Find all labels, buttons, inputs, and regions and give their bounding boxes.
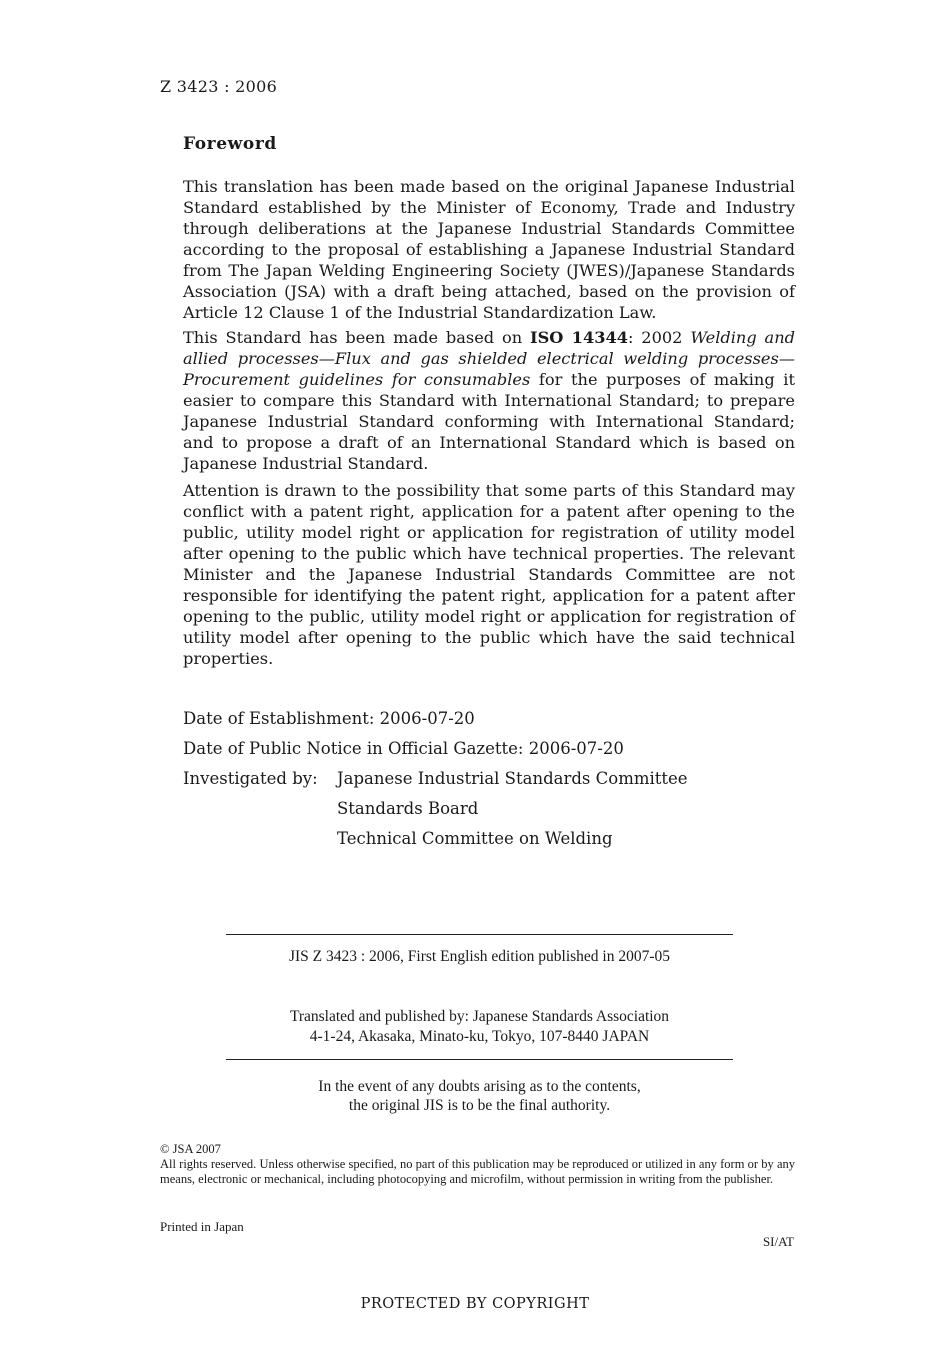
paragraph-text: This translation has been made based on the original Japanese Industrial Standard established by the Minister of Economy, Trade and Industry through deliberations at the Japanese Industrial Standards Committee according to the proposal of establishing a Japanese Industrial Standard from The Japan Welding Engineering Society (JWES)/Japanese Standards Association (JSA) with a draft being attached, based on the provision of Article 12 Clause 1 of the Industrial Standardization Law. <box>183 177 795 322</box>
divider-top <box>226 934 733 935</box>
foreword-paragraph-3 <box>183 480 795 669</box>
date-of-public-notice: Date of Public Notice in Official Gazette: 2006-07-20 <box>183 739 624 758</box>
investigated-by-label: Investigated by: <box>183 769 318 788</box>
paragraph-intro: This Standard has been made based on <box>183 328 530 347</box>
document-code-header: Z 3423 : 2006 <box>160 77 278 96</box>
copyright-footer: PROTECTED BY COPYRIGHT <box>360 1296 590 1312</box>
printed-in: Printed in Japan <box>160 1219 244 1234</box>
si-code: SI/AT <box>762 1234 794 1249</box>
date-of-establishment: Date of Establishment: 2006-07-20 <box>183 709 475 728</box>
rights-statement: All rights reserved. Unless otherwise specified, no part of this publication may be reproduced or utilized in any form or by any means, electronic or mechanical, including photocopying and microfilm, without permission in writing from the publisher. <box>160 1157 795 1186</box>
investigator-3: Technical Committee on Welding <box>337 829 613 848</box>
copyright-notice: © JSA 2007 <box>160 1142 221 1156</box>
foreword-paragraph-2 <box>183 327 795 474</box>
divider-bottom <box>226 1059 733 1060</box>
foreword-heading: Foreword <box>183 134 277 154</box>
paragraph-rest: for the purposes of making it easier to compare this Standard with International Standard; to prepare Japanese Industrial Standard conforming with International Standard; and to propose a draft of an International Standard which is based on Japanese Industrial Standard. <box>183 370 795 473</box>
investigator-1: Japanese Industrial Standards Committee <box>337 769 688 788</box>
paragraph-text <box>183 327 795 474</box>
edition-line: JIS Z 3423 : 2006, First English edition published in 2007-05 <box>288 948 671 965</box>
authority-line-1: In the event of any doubts arising as to the contents, <box>318 1078 641 1095</box>
investigator-2: Standards Board <box>337 799 479 818</box>
paragraph-text: Attention is drawn to the possibility that some parts of this Standard may conflict with a patent right, application for a patent after opening to the public, utility model right or application for registration of utility model after opening to the public which have technical properties. The relevant Minister and the Japanese Industrial Standards Committee are not responsible for identifying the patent right, application for a patent after opening to the public, utility model right or application for registration of utility model after opening to the public which have the said technical properties. <box>183 481 795 668</box>
foreword-paragraph-1 <box>183 176 795 323</box>
iso-title: Welding and allied processes—Flux and gas shielded electrical welding processes—Procurement guidelines for consumables <box>183 328 795 389</box>
iso-year: : 2002 <box>628 328 691 347</box>
iso-reference: ISO 14344 <box>530 328 628 347</box>
publisher-line: Translated and published by: Japanese Standards Association <box>289 1008 670 1025</box>
publisher-address: 4-1-24, Akasaka, Minato-ku, Tokyo, 107-8440 JAPAN <box>309 1028 650 1045</box>
authority-line-2: the original JIS is to be the final authority. <box>348 1097 611 1114</box>
